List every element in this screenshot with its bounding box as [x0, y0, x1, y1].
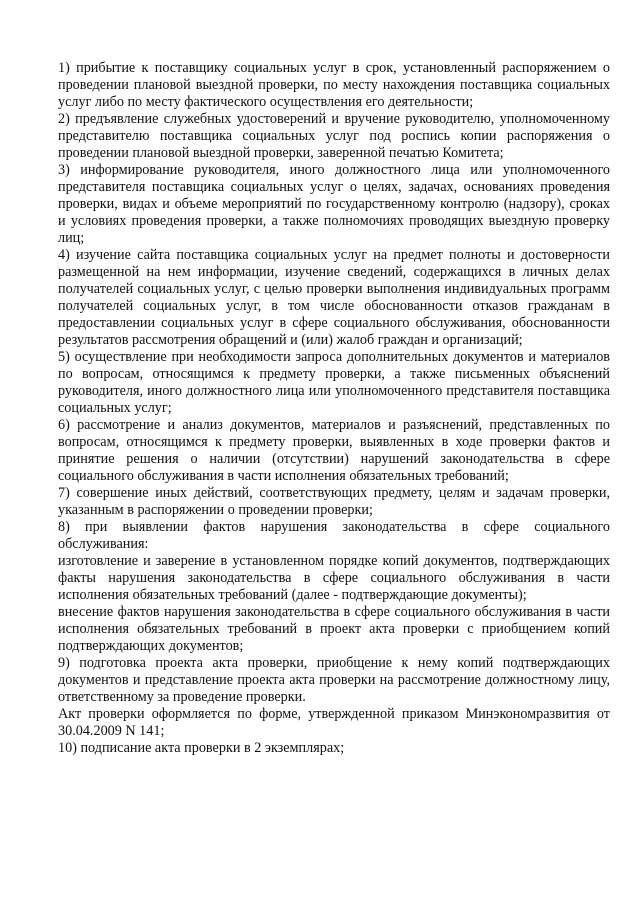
document-page	[58, 60, 610, 757]
paragraph-item-3: 3) информирование руководителя, иного должностного лица или уполномоченного представителя поставщика социальных услуг о целях, задачах, основаниях проведения проверки, видах и объеме мероприятий по государственному контролю (надзору), сроках и условиях проведения проверки, а также полномочиях проводящих выездную проверку лиц;	[58, 162, 610, 246]
paragraph-item-8: 8) при выявлении фактов нарушения законодательства в сфере социального обслуживания:	[58, 519, 610, 552]
paragraph-item-2: 2) предъявление служебных удостоверений и вручение руководителю, уполномоченному представителю поставщика социальных услуг под роспись копии распоряжения о проведении плановой выездной проверки, заверенной печатью Комитета;	[58, 111, 610, 161]
paragraph-item-7: 7) совершение иных действий, соответствующих предмету, целям и задачам проверки, указанным в распоряжении о проведении проверки;	[58, 485, 610, 518]
paragraph-item-10: 10) подписание акта проверки в 2 экземплярах;	[58, 740, 345, 756]
paragraph-item-9: 9) подготовка проекта акта проверки, приобщение к нему копий подтверждающих документов и представление проекта акта проверки на рассмотрение должностному лицу, ответственному за проведение проверки.	[58, 655, 610, 705]
paragraph-item-6: 6) рассмотрение и анализ документов, материалов и разъяснений, представленных по вопросам, относящимся к предмету проверки, выявленных в ходе проверки фактов и принятие решения о наличии (отсутствии) нарушений законодательства в сфере социального обслуживания в части исполнения обязательных требований;	[58, 417, 610, 484]
paragraph-item-8-entry: внесение фактов нарушения законодательства в сфере социального обслуживания в части исполнения обязательных требований в проект акта проверки с приобщением копий подтверждающих документов;	[58, 604, 610, 654]
paragraph-item-5: 5) осуществление при необходимости запроса дополнительных документов и материалов по вопросам, относящимся к предмету проверки, а также письменных объяснений руководителя, иного должностного лица или уполномоченного представителя поставщика социальных услуг;	[58, 349, 610, 416]
paragraph-item-4: 4) изучение сайта поставщика социальных услуг на предмет полноты и достоверности размещенной на нем информации, изучение сведений, содержащихся в личных делах получателей социальных услуг, с целью проверки выполнения индивидуальных программ получателей социальных услуг, в том числе обоснованности отказов гражданам в предоставлении социальных услуг в сфере социального обслуживания, обоснованности результатов рассмотрения обращений и (или) жалоб граждан и организаций;	[58, 247, 610, 348]
paragraph-item-8-copies: изготовление и заверение в установленном порядке копий документов, подтверждающих факты нарушения законодательства в сфере социального обслуживания в части исполнения обязательных требований (далее - подтверждающие документы);	[58, 553, 610, 603]
paragraph-act-form-note: Акт проверки оформляется по форме, утвержденной приказом Минэкономразвития от 30.04.2009 N 141;	[58, 706, 610, 739]
paragraph-item-1: 1) прибытие к поставщику социальных услуг в срок, установленный распоряжением о проведении плановой выездной проверки, по месту нахождения поставщика социальных услуг либо по месту фактического осуществления его деятельности;	[58, 60, 610, 110]
